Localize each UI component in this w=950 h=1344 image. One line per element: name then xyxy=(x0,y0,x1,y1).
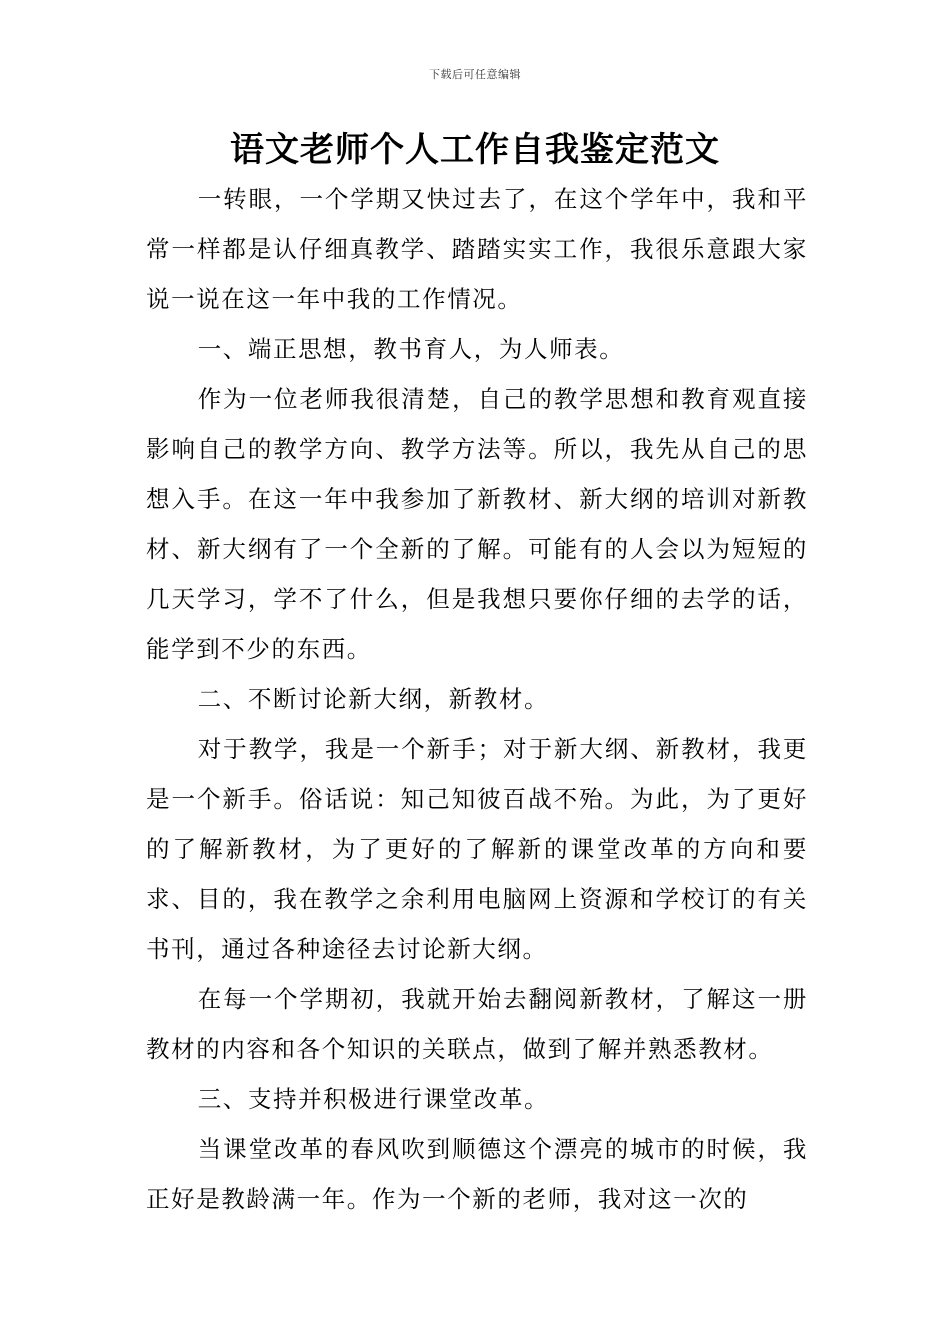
document-body xyxy=(146,174,808,1224)
paragraph-section-3: 当课堂改革的春风吹到顺德这个漂亮的城市的时候，我正好是教龄满一年。作为一个新的老师，我对这一次的 xyxy=(146,1135,808,1213)
paragraph-section-2b: 在每一个学期初，我就开始去翻阅新教材，了解这一册教材的内容和各个知识的关联点，做到了解并熟悉教材。 xyxy=(146,985,808,1063)
download-note: 下载后可任意编辑 xyxy=(429,68,521,81)
section-heading-1: 一、端正思想，教书育人，为人师表。 xyxy=(197,335,625,363)
document-title: 语文老师个人工作自我鉴定范文 xyxy=(230,130,720,170)
section-heading-2: 二、不断讨论新大纲，新教材。 xyxy=(197,685,550,713)
paragraph-intro: 一转眼，一个学期又快过去了，在这个学年中，我和平常一样都是认仔细真教学、踏踏实实工作，我很乐意跟大家说一说在这一年中我的工作情况。 xyxy=(146,185,808,313)
paragraph-section-1: 作为一位老师我很清楚，自己的教学思想和教育观直接影响自己的教学方向、教学方法等。所以，我先从自己的思想入手。在这一年中我参加了新教材、新大纲的培训对新教材、新大纲有了一个全新的了解。可能有的人会以为短短的几天学习，学不了什么，但是我想只要你仔细的去学的话，能学到不少的东西。 xyxy=(146,385,808,663)
section-heading-3: 三、支持并积极进行课堂改革。 xyxy=(197,1085,550,1113)
paragraph-section-2a: 对于教学，我是一个新手；对于新大纲、新教材，我更是一个新手。俗话说：知己知彼百战不殆。为此，为了更好的了解新教材，为了更好的了解新的课堂改革的方向和要求、目的，我在教学之余利用电脑网上资源和学校订的有关书刊，通过各种途径去讨论新大纲。 xyxy=(146,735,808,963)
